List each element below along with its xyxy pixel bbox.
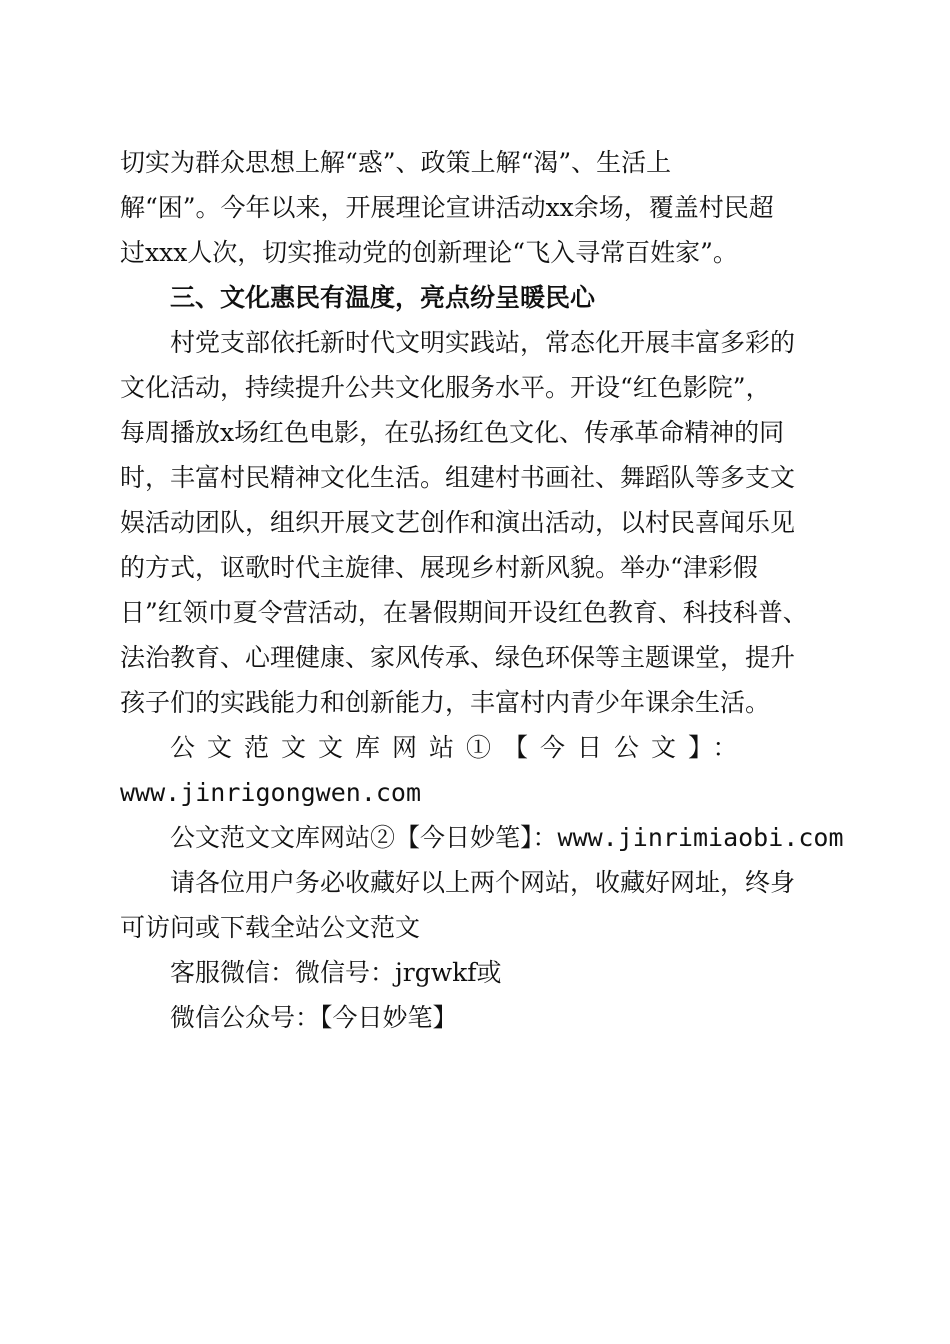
- paragraph-line: 过xxx人次，切实推动党的创新理论“飞入寻常百姓家”。: [120, 238, 738, 267]
- site2-label: 公文范文文库网站②【今日妙笔】：: [170, 823, 558, 852]
- site1-url: www.jinrigongwen.com: [120, 778, 422, 807]
- paragraph-line: 文化活动，持续提升公共文化服务水平。开设“红色影院”，: [120, 373, 771, 402]
- wechat-line: 客服微信：微信号：jrgwkf或: [170, 958, 502, 987]
- paragraph-line: 日”红领巾夏令营活动，在暑假期间开设红色教育、科技科普、: [120, 598, 808, 627]
- site1-label: 公文范文文库网站①【今日公文】：: [170, 733, 750, 762]
- paragraph-line: 娱活动团队，组织开展文艺创作和演出活动，以村民喜闻乐见: [120, 508, 796, 537]
- paragraph-line: 村党支部依托新时代文明实践站，常态化开展丰富多彩的: [170, 328, 796, 357]
- paragraph-line: 时，丰富村民精神文化生活。组建村书画社、舞蹈队等多支文: [120, 463, 796, 492]
- section-heading: 三、文化惠民有温度，亮点纷呈暖民心: [170, 283, 596, 312]
- paragraph-line: 法治教育、心理健康、家风传承、绿色环保等主题课堂，提升: [120, 643, 796, 672]
- notice-line: 请各位用户务必收藏好以上两个网站，收藏好网址，终身: [170, 868, 796, 897]
- official-account-line: 微信公众号：【今日妙笔】: [170, 1003, 458, 1032]
- paragraph-line: 解“困”。今年以来，开展理论宣讲活动xx余场，覆盖村民超: [120, 193, 774, 222]
- paragraph-line: 每周播放x场红色电影，在弘扬红色文化、传承革命精神的同: [120, 418, 785, 447]
- paragraph-line: 的方式，讴歌时代主旋律、展现乡村新风貌。举办“津彩假: [120, 553, 758, 582]
- paragraph-line: 切实为群众思想上解“惑”、政策上解“渴”、生活上: [120, 148, 672, 177]
- notice-line: 可访问或下载全站公文范文: [120, 913, 421, 942]
- document-body: [120, 140, 844, 1040]
- site2-line: [120, 815, 844, 860]
- site2-url: www.jinrimiaobi.com: [557, 823, 844, 852]
- paragraph-line: 孩子们的实践能力和创新能力，丰富村内青少年课余生活。: [120, 688, 771, 717]
